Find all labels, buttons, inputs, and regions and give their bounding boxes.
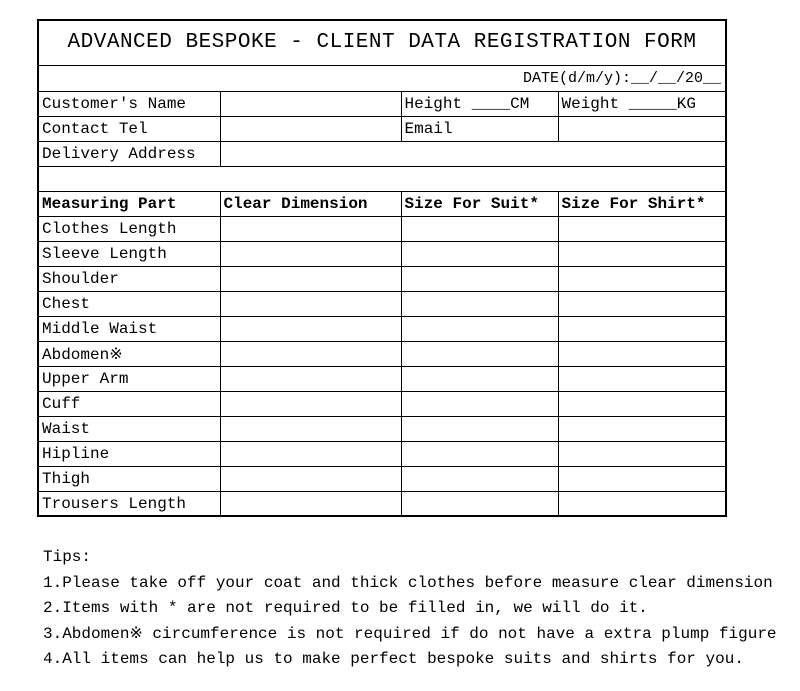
table-row xyxy=(39,442,725,467)
contact-tel-input[interactable] xyxy=(220,117,401,142)
table-row xyxy=(39,217,725,242)
table-row xyxy=(39,492,725,517)
size-for-suit-input[interactable] xyxy=(401,217,558,242)
size-for-suit-input[interactable] xyxy=(401,242,558,267)
tip-item: 4.All items can help us to make perfect bespoke suits and shirts for you. xyxy=(43,650,744,668)
measuring-part-label: Upper Arm xyxy=(39,367,220,392)
size-for-suit-input[interactable] xyxy=(401,317,558,342)
measurement-table xyxy=(39,192,725,516)
table-row xyxy=(39,142,725,167)
size-for-shirt-input[interactable] xyxy=(558,342,725,367)
size-for-suit-input[interactable] xyxy=(401,267,558,292)
size-for-shirt-input[interactable] xyxy=(558,417,725,442)
size-for-shirt-input[interactable] xyxy=(558,267,725,292)
table-row xyxy=(39,467,725,492)
size-for-suit-input[interactable] xyxy=(401,442,558,467)
clear-dimension-input[interactable] xyxy=(220,367,401,392)
table-row xyxy=(39,417,725,442)
tip-item: 2.Items with * are not required to be filled in, we will do it. xyxy=(43,599,648,617)
tip-item: 1.Please take off your coat and thick clothes before measure clear dimension xyxy=(43,573,773,592)
measuring-part-label: Thigh xyxy=(39,467,220,492)
size-for-suit-input[interactable] xyxy=(401,367,558,392)
tips-heading: Tips: xyxy=(43,548,92,566)
measuring-part-label: Chest xyxy=(39,292,220,317)
table-row xyxy=(39,342,725,367)
size-for-suit-input[interactable] xyxy=(401,492,558,517)
size-for-shirt-input[interactable] xyxy=(558,367,725,392)
contact-tel-label: Contact Tel xyxy=(39,117,220,142)
measuring-part-label: Waist xyxy=(39,417,220,442)
measuring-part-label: Cuff xyxy=(39,392,220,417)
measuring-part-label: Middle Waist xyxy=(39,317,220,342)
clear-dimension-input[interactable] xyxy=(220,442,401,467)
clear-dimension-input[interactable] xyxy=(220,467,401,492)
table-row xyxy=(39,367,725,392)
clear-dimension-input[interactable] xyxy=(220,317,401,342)
measuring-part-label: Trousers Length xyxy=(39,492,220,517)
measuring-part-label: Clothes Length xyxy=(39,217,220,242)
form-title: ADVANCED BESPOKE - CLIENT DATA REGISTRATION FORM xyxy=(39,21,725,66)
customer-name-input[interactable] xyxy=(220,92,401,117)
size-for-shirt-input[interactable] xyxy=(558,442,725,467)
table-row xyxy=(39,92,725,117)
clear-dimension-input[interactable] xyxy=(220,392,401,417)
weight-field[interactable]: Weight _____KG xyxy=(558,92,725,117)
clear-dimension-input[interactable] xyxy=(220,492,401,517)
clear-dimension-input[interactable] xyxy=(220,242,401,267)
table-row xyxy=(39,242,725,267)
measuring-part-label: Sleeve Length xyxy=(39,242,220,267)
col-header-size-for-suit: Size For Suit* xyxy=(401,192,558,217)
client-info-table xyxy=(39,92,725,167)
email-label: Email xyxy=(401,117,558,142)
clear-dimension-input[interactable] xyxy=(220,292,401,317)
size-for-shirt-input[interactable] xyxy=(558,292,725,317)
customer-name-label: Customer's Name xyxy=(39,92,220,117)
email-input[interactable] xyxy=(558,117,725,142)
date-field[interactable]: DATE(d/m/y):__/__/20__ xyxy=(39,66,725,92)
size-for-shirt-input[interactable] xyxy=(558,217,725,242)
size-for-suit-input[interactable] xyxy=(401,342,558,367)
size-for-suit-input[interactable] xyxy=(401,417,558,442)
clear-dimension-input[interactable] xyxy=(220,217,401,242)
table-row xyxy=(39,117,725,142)
size-for-suit-input[interactable] xyxy=(401,292,558,317)
table-row xyxy=(39,267,725,292)
size-for-shirt-input[interactable] xyxy=(558,492,725,517)
height-field[interactable]: Height ____CM xyxy=(401,92,558,117)
delivery-address-label: Delivery Address xyxy=(39,142,220,167)
size-for-shirt-input[interactable] xyxy=(558,392,725,417)
size-for-suit-input[interactable] xyxy=(401,392,558,417)
clear-dimension-input[interactable] xyxy=(220,267,401,292)
clear-dimension-input[interactable] xyxy=(220,417,401,442)
table-row xyxy=(39,292,725,317)
col-header-size-for-shirt: Size For Shirt* xyxy=(558,192,725,217)
tips-section xyxy=(43,545,777,673)
col-header-measuring-part: Measuring Part xyxy=(39,192,220,217)
size-for-suit-input[interactable] xyxy=(401,467,558,492)
tip-item: 3.Abdomen※ circumference is not required if do not have a extra plump figure xyxy=(43,624,777,643)
table-row xyxy=(39,317,725,342)
col-header-clear-dimension: Clear Dimension xyxy=(220,192,401,217)
table-header-row xyxy=(39,192,725,217)
size-for-shirt-input[interactable] xyxy=(558,317,725,342)
clear-dimension-input[interactable] xyxy=(220,342,401,367)
section-divider xyxy=(39,167,725,192)
measuring-part-label: Hipline xyxy=(39,442,220,467)
registration-form xyxy=(37,19,727,517)
size-for-shirt-input[interactable] xyxy=(558,467,725,492)
delivery-address-input[interactable] xyxy=(220,142,725,167)
size-for-shirt-input[interactable] xyxy=(558,242,725,267)
measuring-part-label: Shoulder xyxy=(39,267,220,292)
table-row xyxy=(39,392,725,417)
measuring-part-label: Abdomen※ xyxy=(39,342,220,367)
